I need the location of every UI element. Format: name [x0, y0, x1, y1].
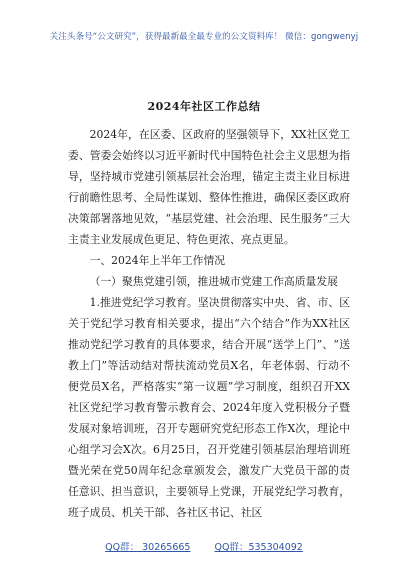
footer-contact — [0, 539, 408, 553]
qq-group-2: QQ群：535304092 — [214, 542, 303, 553]
qq-group-1: QQ群： 30265665 — [105, 542, 191, 553]
paragraph-intro: 2024年，在区委、区政府的坚强领导下，XX社区党工委、管委会始终以习近平新时代中国特色社会主义思想为指导，坚持城市党建引领基层社会治理，锚定主责主业目标进行前瞻性思考、全局性谋划、整体性推进，确保区委区政府决策部署落地见效，“基层党建、社会治理、民生服务”三大主责主业发展成色更足、特色更浓、亮点更显。 — [68, 128, 350, 246]
section-heading: 一、2024年上半年工作情况 — [89, 254, 226, 267]
paragraph-party-education: 1.推进党纪学习教育。坚决贯彻落实中央、省、市、区关于党纪学习教育相关要求，提出“六个结合”作为XX社区推动党纪学习教育的具体要求，结合开展“送学上门”、“送教上门”等活动结对帮扶流动党员X名，年老体弱、行动不便党员X名，严格落实“第一议题”学习制度，组织召开XX社区党纪学习教育警示教育会、2024年度入党积极分子暨发展对象培训班，召开专题研究党纪形态工作X次，理论中心组学习会X次。6月25日，召开党建引领基层治理培训班暨光荣在党50周年纪念章颁发会，激发广大党员干部的责任意识、担当意识，主要领导上党课，开展党纪学习教育，班子成员、机关干部、各社区书记、社区 — [68, 296, 350, 519]
document-title: 2024年社区工作总结 — [147, 100, 261, 113]
header-watermark-note: 关注头条号“公文研究”，获得最新最全最专业的公文资料库！ 微信：gongwenyj — [49, 32, 359, 42]
document-body — [68, 124, 350, 523]
subsection-heading: （一）聚焦党建引领，推进城市党建工作高质量发展 — [89, 275, 338, 288]
